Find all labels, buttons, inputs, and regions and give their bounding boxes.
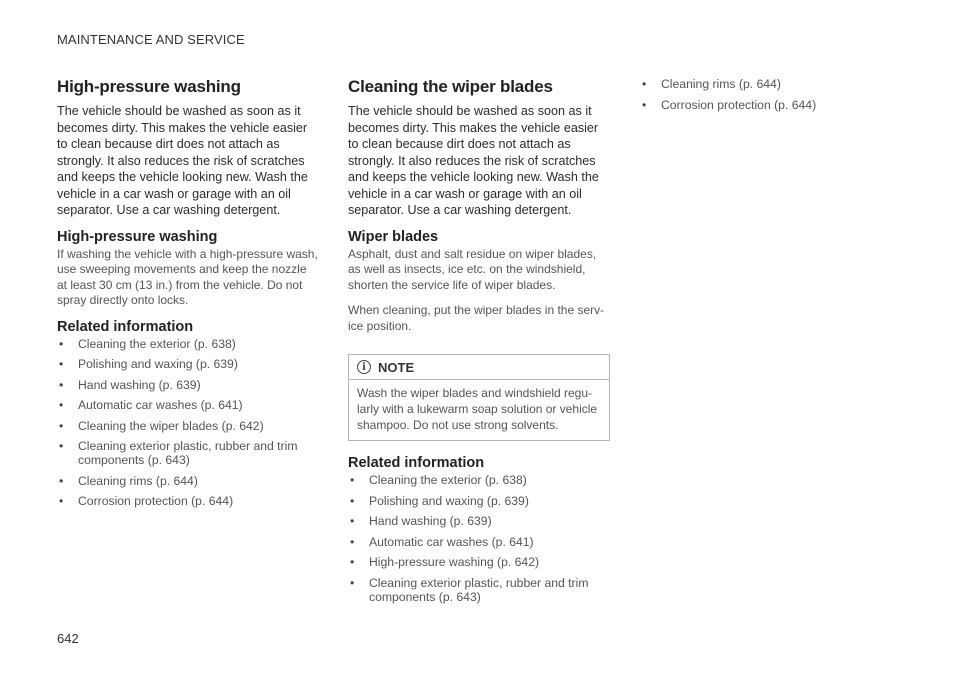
- related-links-list-continued: [640, 77, 902, 112]
- related-link[interactable]: • Hand washing (p. 639): [348, 514, 610, 528]
- related-link[interactable]: • Cleaning the exterior (p. 638): [348, 473, 610, 487]
- related-link[interactable]: • Corrosion protection (p. 644): [640, 98, 902, 112]
- related-link[interactable]: • Hand washing (p. 639): [57, 378, 319, 392]
- info-icon: i: [357, 360, 371, 374]
- related-link[interactable]: • Corrosion protection (p. 644): [57, 494, 319, 508]
- article-high-pressure-washing: [57, 77, 319, 515]
- related-link[interactable]: • Cleaning the wiper blades (p. 642): [57, 419, 319, 433]
- article-title: High-pressure washing: [57, 77, 241, 96]
- subheading-text: Asphalt, dust and salt residue on wiper blades, as well as insects, ice etc. on the windshield, shorten the service life of wiper blades.: [348, 246, 597, 292]
- subheading-text: If washing the vehicle with a high-pressure wash, use sweeping movements and keep the nozzle at least 30 cm (13 in.) from the vehicle. Do not spray directly onto locks.: [57, 246, 318, 307]
- related-link[interactable]: • Polishing and waxing (p. 639): [57, 357, 319, 371]
- note-box: [348, 354, 610, 441]
- note-header: [349, 355, 609, 380]
- related-information-heading: Related information: [57, 318, 194, 335]
- related-link[interactable]: • Polishing and waxing (p. 639): [348, 494, 610, 508]
- related-link[interactable]: • Automatic car washes (p. 641): [57, 398, 319, 412]
- subheading: Wiper blades: [348, 228, 439, 245]
- note-text: Wash the wiper blades and windshield regu-larly with a lukewarm soap solution or vehicle shampoo. Do not use strong solvents.: [357, 386, 598, 432]
- page-number: 642: [57, 631, 79, 646]
- related-links-list: [348, 473, 610, 604]
- related-link[interactable]: • Cleaning rims (p. 644): [640, 77, 902, 91]
- related-information-heading: Related information: [348, 455, 485, 471]
- article-cleaning-wiper-blades: [348, 77, 610, 610]
- article-intro: The vehicle should be washed as soon as it becomes dirty. This makes the vehicle easier to clean because dirt does not attach as strongly. It also reduces the risk of scratches and keeps the vehicle looking new. Wash the vehicle in a car wash or garage with an oil separator. Use a car washing detergent.: [57, 104, 308, 217]
- related-continued-column: [640, 77, 902, 118]
- subheading: High-pressure washing: [57, 228, 218, 245]
- related-links-list: [57, 337, 319, 509]
- running-header: MAINTENANCE AND SERVICE: [57, 32, 245, 47]
- related-link[interactable]: • High-pressure washing (p. 642): [348, 555, 610, 569]
- note-label: NOTE: [378, 359, 415, 375]
- related-link[interactable]: • Cleaning exterior plastic, rubber and trim components (p. 643): [348, 576, 610, 604]
- article-title: Cleaning the wiper blades: [348, 77, 553, 96]
- related-link[interactable]: • Cleaning rims (p. 644): [57, 474, 319, 488]
- related-link[interactable]: • Cleaning the exterior (p. 638): [57, 337, 319, 351]
- subheading-text-2: When cleaning, put the wiper blades in the serv-ice position.: [348, 303, 605, 333]
- article-intro: The vehicle should be washed as soon as it becomes dirty. This makes the vehicle easier to clean because dirt does not attach as strongly. It also reduces the risk of scratches and keeps the vehicle looking new. Wash the vehicle in a car wash or garage with an oil separator. Use a car washing detergent.: [348, 104, 599, 217]
- related-link[interactable]: • Cleaning exterior plastic, rubber and trim components (p. 643): [57, 439, 319, 467]
- related-link[interactable]: • Automatic car washes (p. 641): [348, 535, 610, 549]
